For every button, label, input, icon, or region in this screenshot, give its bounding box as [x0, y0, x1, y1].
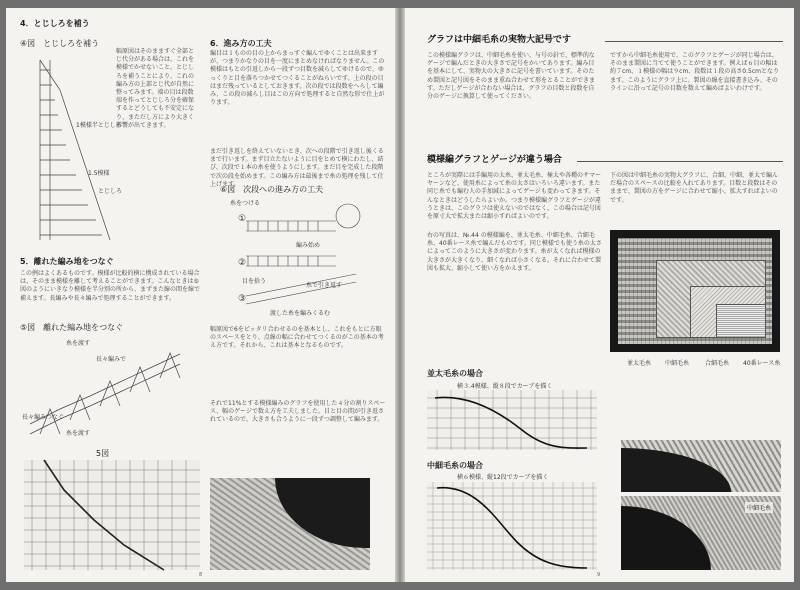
fig5-callout-3: 長々編みつなぐ: [22, 414, 64, 421]
chart2-note: 横６模様、縦12段でカーブを描く: [457, 474, 549, 481]
chart2-diagram: [427, 482, 597, 570]
fig6-callout-1: 糸をつける: [230, 200, 261, 207]
figure-5-label: ⑤図 離れた編み地をつなぐ: [20, 323, 124, 332]
section-6-title: 6．進み方の工夫: [210, 39, 272, 48]
section-4-body: 幅原図はそのまますぐ全部とじ代分がある場合は、これを模様でかせないこと。とじしろを補うことにより、これの編み方の上部とじ代が自然に整ってみます。端の目は段数端を作ってとじしろ分を確保するとどうしても不安定になり、まただし方により大きく影響が出てきます。: [116, 48, 195, 129]
figure-6-diagram: [226, 196, 376, 306]
intro-col-2: ですから中細毛糸使用で、このグラフとゲージが同じ場合は、そのまま製図に当てて使うことができます。例えば６目の幅は約７cm、１模様の幅は９cm、段数は１段の高さ0.5cmとなります。このようにグラフ上に、製図の線を直接書き込み、そのラインに沿って記号の目数を数えて編めばよいわけです。: [610, 52, 779, 92]
photo-label-2: 中細毛糸: [665, 360, 690, 367]
fig6-callout-2: 編み始め: [296, 242, 321, 249]
right-page: [405, 8, 794, 582]
page-number-left: 8: [199, 572, 203, 578]
photo-label-1: 並太毛糸: [627, 360, 652, 367]
left-page: [6, 8, 395, 582]
page-number-right: 9: [597, 572, 601, 578]
figure-6-label: ⑥図 次段への進み方の工夫: [220, 185, 324, 194]
section-5-title: 5．離れた編み地をつなぐ: [20, 257, 114, 266]
fig4-callout-2: 1.5模様: [88, 170, 110, 177]
section-6d-body: それで11%とする模様編みのグラフを使用した４分の割りスペース、幅のゲージで数え方を工夫しました。目と目の間が引き返されているので、大きさも合うように一段ずつ調整して編みます。: [210, 400, 386, 424]
figure-4-diagram: [20, 50, 123, 250]
photo-label-4: 40番レース糸: [743, 360, 781, 367]
intro-col-1: この模様編グラフは、中細毛糸を使い、与号の針で、標準的なゲージで編んだときの大きさで記号をかいてあります。編み目を基本にして、実物大の大きさに記号を書いています。そのため製図と記号図をそのまま重ね合わせて形をとることができます。ただしゲージが合わない場合は、グラフの目数と段数を自分のゲージに換算して使ってください。: [427, 52, 596, 101]
fig5-callout-2: 長々編みで: [96, 356, 127, 363]
diff-body-1: ところが実際には手編用の太糸、並太毛糸、極太や各種のサマーヤーンなど、使用糸によって糸の太さはいろいろ違います。また同じ糸でも編む人の手加減によってゲージも変わってきます。そんなときはどうしたらよいか。つまり模様編グラフとゲージが違うときは、このグラフは使えないのではなく、この場合は記号図を原寸大で拡大または縮小すればよいのです。: [427, 172, 602, 221]
chart1-note: 横３.4模様、縦８段でカーブを描く: [457, 383, 553, 390]
fig6-callout-5: 渡した糸を編みくるむ: [270, 310, 331, 317]
right-header-title: グラフは中細毛糸の実物大記号です: [427, 35, 572, 45]
section-6b-body: まだ引き返しを終えていないとき、次への段階で引き返し後くるまで行います。まず目立たないように目をとめて横にわたし、結び、次段で１本の糸を使うようにします。まだ目を完成した段階で次の段を始めます。この編み方は最後まで糸の処理を残して仕上げます。: [210, 148, 384, 188]
section-4-title: 4．とじしろを補う: [20, 19, 90, 28]
fig6-step-2: ②: [238, 258, 247, 268]
figure-5-diagram: [20, 334, 198, 444]
fig5-callout-4: 糸を渡す: [66, 430, 91, 437]
fig6-step-3: ③: [238, 294, 247, 304]
fig6-callout-4: 糸で引き返す: [306, 282, 343, 289]
section-6-body: 編目は１ものの目の上からまっすぐ編んでゆくことは出来ますが、つまりかなりの目を一度にまとめなければなりません。この模様はもとの引返しから一段ずつ目数を減らしてゆけるので、ゆっくりと目を落ちつかせてつくることがねらいです。上の段の目はまだ残っているとしておきます。次の段では段数をへらして編み、この段の減らし目はこの方向で処理すると自然な形で仕上がります。: [210, 50, 385, 107]
chart2-photo: [621, 496, 781, 570]
chart1-diagram: [427, 390, 597, 450]
section-6c-body: 幅原図で6をピッタリ合わせるのを基本とし、これをもとに方眼のスペースをとり、点線の幅に合わせてつくるのがこの基本の考え方です。それから、これは基本となるものです。: [210, 326, 384, 350]
diff-body-2: 右の写真は、№.44 の模様編を、並太毛糸、中細毛糸、合細毛糸、40番レース糸で編んだものです。同じ模様でも使う糸の太さによってこのように大きさが変わります。糸が太くなれば模様の大きさが大きくなり、細くなれば小さくなる。それに合わせて製図も拡大、縮小して使い方をかえます。: [427, 232, 602, 272]
figure-bottom-chart: [24, 460, 200, 570]
photo-tag: 中細毛糸: [745, 502, 773, 513]
fig4-callout-3: とじしろ: [98, 188, 123, 195]
header-rule: [605, 41, 783, 42]
photo-label-3: 合細毛糸: [705, 360, 730, 367]
section-rule: [577, 161, 783, 162]
fig4-callout-1: 1模様半とじしろ: [76, 122, 122, 129]
fig5-callout-1: 糸を渡す: [66, 340, 91, 347]
fig6-step-1: ①: [238, 214, 247, 224]
section-title: 模様編グラフとゲージが違う場合: [427, 155, 562, 165]
section-5-body: この例はよくあるものです。模様が比較的横に構成されている場合は、そのまま模様を離して考えることができます。こんなときは⑤図のようにいきなり模様を半分別の所から、まずまた線の間を線で補えます。長編みや長々編みで処理することができます。: [20, 270, 201, 302]
comparison-photo: [610, 230, 780, 352]
figure-bottom-label: 5図: [96, 449, 110, 458]
figure-4-label: ④図 とじしろを補う: [20, 39, 100, 48]
left-swatch-photo: [210, 478, 370, 570]
chart2-title: 中細毛糸の場合: [427, 461, 483, 470]
fig6-callout-3: 目を拾う: [242, 278, 267, 285]
diff-body-3: 下の図は中細毛糸の実物大グラフに、合細、中細、並太で編んだ場合のスペースの比較を入れてあります。目数と段数はそのままで、製図の方をゲージに合わせて縮小、拡大すればよいのです。: [610, 172, 779, 204]
gutter: [395, 8, 405, 582]
chart1-photo: [621, 440, 781, 492]
chart1-title: 並太毛糸の場合: [427, 369, 483, 378]
